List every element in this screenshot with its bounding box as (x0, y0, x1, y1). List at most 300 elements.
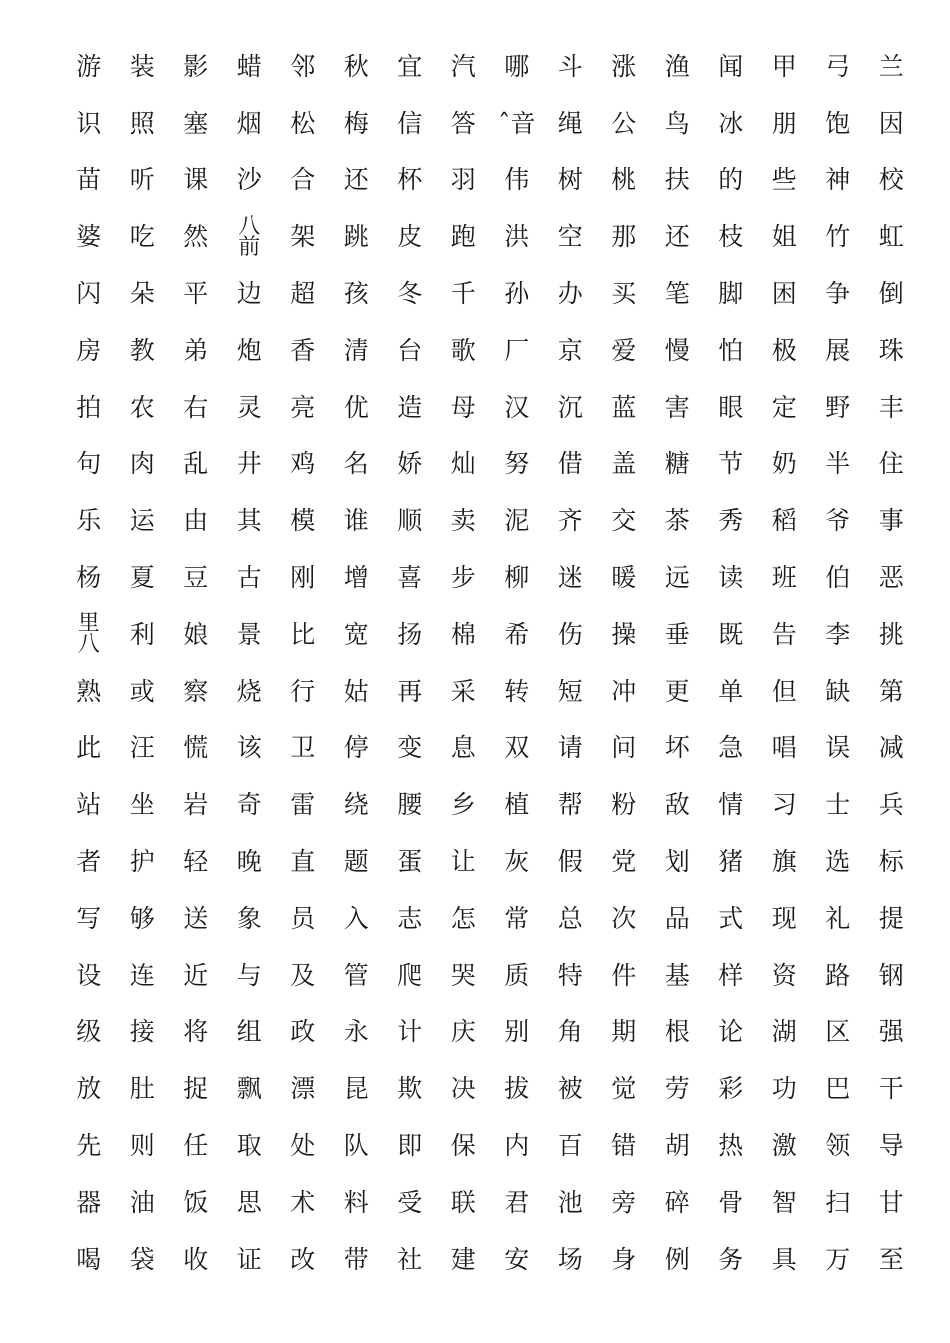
character-cell: 队 (343, 1131, 369, 1161)
character-cell: 更 (664, 676, 690, 706)
character-cell: 绳 (557, 108, 583, 138)
character-cell: 跑 (450, 222, 476, 252)
character-cell: 漂 (290, 1074, 316, 1104)
character-cell: 里 八 (77, 611, 100, 658)
character-cell: 拔 (504, 1074, 530, 1104)
character-cell: 熟 (76, 676, 102, 706)
character-cell: 野 (825, 392, 851, 422)
character-cell: 茶 (664, 506, 690, 536)
character-cell: 设 (76, 960, 102, 990)
character-cell: 情 (718, 790, 744, 820)
character-cell: 迷 (557, 563, 583, 593)
character-cell: 处 (290, 1131, 316, 1161)
character-cell: 式 (718, 903, 744, 933)
character-cell: 汽 (450, 51, 476, 81)
character-cell: 甲 (771, 51, 797, 81)
character-cell: 乐 (76, 506, 102, 536)
character-cell: 安 (504, 1244, 530, 1274)
character-cell: 或 (129, 676, 155, 706)
character-cell: 朋 (771, 108, 797, 138)
character-cell: 猪 (718, 847, 744, 877)
character-cell: 姑 (343, 676, 369, 706)
character-cell: 孩 (343, 279, 369, 309)
character-cell: 改 (290, 1244, 316, 1274)
character-cell: 任 (183, 1131, 209, 1161)
character-cell: 放 (76, 1074, 102, 1104)
character-cell: 该 (236, 733, 262, 763)
character-cell: 增 (343, 563, 369, 593)
character-row (62, 947, 918, 1004)
character-row (62, 379, 918, 436)
character-cell: 班 (771, 563, 797, 593)
character-cell: 空 (557, 222, 583, 252)
character-cell: 具 (771, 1244, 797, 1274)
character-cell: 利 (129, 619, 155, 649)
character-cell: 骨 (718, 1187, 744, 1217)
character-cell: 姐 (771, 222, 797, 252)
character-cell: 刚 (290, 563, 316, 593)
character-cell: 装 (129, 51, 155, 81)
character-cell: 接 (129, 1017, 155, 1047)
character-cell: 沉 (557, 392, 583, 422)
character-cell: 建 (450, 1244, 476, 1274)
character-cell: 朵 (129, 279, 155, 309)
character-cell: 热 (718, 1131, 744, 1161)
character-cell: 住 (878, 449, 904, 479)
character-cell: 斗 (557, 51, 583, 81)
character-cell: 扬 (397, 619, 423, 649)
character-cell: 坏 (664, 733, 690, 763)
character-cell: 腰 (397, 790, 423, 820)
character-cell: 笔 (664, 279, 690, 309)
character-cell: 景 (236, 619, 262, 649)
character-cell: 政 (290, 1017, 316, 1047)
character-cell: 希 (504, 619, 530, 649)
character-cell: 百 (557, 1131, 583, 1161)
character-cell: 架 (290, 222, 316, 252)
character-cell: 害 (664, 392, 690, 422)
character-cell: 夏 (129, 563, 155, 593)
character-cell: 展 (825, 335, 851, 365)
character-cell: 冬 (397, 279, 423, 309)
character-cell: 蛋 (397, 847, 423, 877)
character-cell: 池 (557, 1187, 583, 1217)
character-cell: 竹 (825, 222, 851, 252)
character-cell: 钢 (878, 960, 904, 990)
character-cell: 照 (129, 108, 155, 138)
character-cell: 区 (825, 1017, 851, 1047)
character-cell: 交 (611, 506, 637, 536)
character-cell: 标 (878, 847, 904, 877)
character-cell: 还 (664, 222, 690, 252)
character-cell: 千 (450, 279, 476, 309)
character-cell: 急 (718, 733, 744, 763)
character-row (62, 492, 918, 549)
character-cell: 胡 (664, 1131, 690, 1161)
character-cell: 计 (397, 1017, 423, 1047)
character-cell: 庆 (450, 1017, 476, 1047)
character-cell: 由 (183, 506, 209, 536)
character-cell: 先 (76, 1131, 102, 1161)
character-cell: 植 (504, 790, 530, 820)
character-cell: 买 (611, 279, 637, 309)
character-cell: 思 (236, 1187, 262, 1217)
character-cell: 志 (397, 903, 423, 933)
character-cell: 远 (664, 563, 690, 593)
character-cell: 乱 (183, 449, 209, 479)
character-cell: 错 (611, 1131, 637, 1161)
character-cell: 苗 (76, 165, 102, 195)
character-cell: 右 (183, 392, 209, 422)
character-cell: 句 (76, 449, 102, 479)
character-cell: 至 (878, 1244, 904, 1274)
character-cell: 蜡 (236, 51, 262, 81)
character-cell: 八 前 (238, 213, 261, 260)
character-cell: 枝 (718, 222, 744, 252)
character-cell: 此 (76, 733, 102, 763)
character-cell: 慢 (664, 335, 690, 365)
character-cell: 亮 (290, 392, 316, 422)
character-cell: 双 (504, 733, 530, 763)
character-cell: 决 (450, 1074, 476, 1104)
character-cell: 士 (825, 790, 851, 820)
character-cell: 半 (825, 449, 851, 479)
character-cell: 娘 (183, 619, 209, 649)
character-cell: 事 (878, 506, 904, 536)
character-cell: 跳 (343, 222, 369, 252)
character-cell: 慌 (183, 733, 209, 763)
character-cell: 汉 (504, 392, 530, 422)
character-cell: 谁 (343, 506, 369, 536)
character-cell: 例 (664, 1244, 690, 1274)
character-cell: 树 (557, 165, 583, 195)
character-grid (62, 38, 918, 1288)
character-cell: 敌 (664, 790, 690, 820)
character-cell: 采 (450, 676, 476, 706)
character-cell: 觉 (611, 1074, 637, 1104)
character-cell: 哪 (504, 51, 530, 81)
character-cell: 术 (290, 1187, 316, 1217)
character-cell: 领 (825, 1131, 851, 1161)
character-cell: 岩 (183, 790, 209, 820)
character-cell: 办 (557, 279, 583, 309)
character-cell: 秀 (718, 506, 744, 536)
character-cell: 察 (183, 676, 209, 706)
character-cell: 井 (236, 449, 262, 479)
character-row (62, 720, 918, 777)
character-cell: 兵 (878, 790, 904, 820)
character-cell: 袋 (129, 1244, 155, 1274)
character-cell: 灰 (504, 847, 530, 877)
character-cell: 永 (343, 1017, 369, 1047)
character-cell: 超 (290, 279, 316, 309)
character-cell: 论 (718, 1017, 744, 1047)
character-cell: 拍 (76, 392, 102, 422)
character-cell: 烧 (236, 676, 262, 706)
character-cell: 鸟 (664, 108, 690, 138)
character-cell: 读 (718, 563, 744, 593)
character-cell: 扫 (825, 1187, 851, 1217)
character-cell: 习 (771, 790, 797, 820)
character-cell: 顺 (397, 506, 423, 536)
character-cell: 功 (771, 1074, 797, 1104)
character-cell: 造 (397, 392, 423, 422)
character-cell: 清 (343, 335, 369, 365)
character-cell: 身 (611, 1244, 637, 1274)
character-cell: 入 (343, 903, 369, 933)
character-cell: 肉 (129, 449, 155, 479)
character-cell: 盖 (611, 449, 637, 479)
character-cell: 些 (771, 165, 797, 195)
character-cell: 平 (183, 279, 209, 309)
character-cell: 眼 (718, 392, 744, 422)
character-cell: 炮 (236, 335, 262, 365)
character-cell: 爱 (611, 335, 637, 365)
character-cell: 怎 (450, 903, 476, 933)
character-cell: 极 (771, 335, 797, 365)
character-cell: 党 (611, 847, 637, 877)
character-cell: 节 (718, 449, 744, 479)
character-cell: 旁 (611, 1187, 637, 1217)
character-cell: 其 (236, 506, 262, 536)
character-cell: 的 (718, 165, 744, 195)
character-row (62, 606, 918, 663)
character-cell: 闪 (76, 279, 102, 309)
character-cell: 弟 (183, 335, 209, 365)
character-cell: 爬 (397, 960, 423, 990)
character-row (62, 833, 918, 890)
character-cell: 万 (825, 1244, 851, 1274)
character-cell: 厂 (504, 335, 530, 365)
character-cell: 操 (611, 619, 637, 649)
character-cell: 将 (183, 1017, 209, 1047)
character-cell: 基 (664, 960, 690, 990)
character-cell: 杨 (76, 563, 102, 593)
character-cell: 旗 (771, 847, 797, 877)
character-cell: 古 (236, 563, 262, 593)
character-cell: 卖 (450, 506, 476, 536)
character-cell: 场 (557, 1244, 583, 1274)
character-cell: 雷 (290, 790, 316, 820)
character-cell: 乡 (450, 790, 476, 820)
character-cell: 昆 (343, 1074, 369, 1104)
character-cell: 饭 (183, 1187, 209, 1217)
character-cell: 取 (236, 1131, 262, 1161)
character-cell: 邻 (290, 51, 316, 81)
character-row (62, 890, 918, 947)
character-cell: 油 (129, 1187, 155, 1217)
character-cell: 及 (290, 960, 316, 990)
character-cell: 飘 (236, 1074, 262, 1104)
character-cell: 误 (825, 733, 851, 763)
character-cell: 灵 (236, 392, 262, 422)
character-cell: 证 (236, 1244, 262, 1274)
character-cell: 李 (825, 619, 851, 649)
character-cell: 模 (290, 506, 316, 536)
character-cell: 连 (129, 960, 155, 990)
character-cell: 比 (290, 619, 316, 649)
character-cell: 送 (183, 903, 209, 933)
character-cell: 定 (771, 392, 797, 422)
character-cell: 绕 (343, 790, 369, 820)
character-cell: 伯 (825, 563, 851, 593)
character-cell: 听 (129, 165, 155, 195)
character-cell: 珠 (878, 335, 904, 365)
character-cell: 课 (183, 165, 209, 195)
character-cell: 导 (878, 1131, 904, 1161)
character-cell: 扶 (664, 165, 690, 195)
character-row (62, 322, 918, 379)
character-cell: 宜 (397, 51, 423, 81)
character-cell: 影 (183, 51, 209, 81)
character-cell: 站 (76, 790, 102, 820)
character-cell: 爷 (825, 506, 851, 536)
character-cell: 步 (450, 563, 476, 593)
character-cell: 请 (557, 733, 583, 763)
character-cell: 涨 (611, 51, 637, 81)
character-cell: 齐 (557, 506, 583, 536)
character-cell: 强 (878, 1017, 904, 1047)
character-cell: 困 (771, 279, 797, 309)
character-cell: 轻 (183, 847, 209, 877)
character-cell: 争 (825, 279, 851, 309)
character-cell: 提 (878, 903, 904, 933)
character-cell: 常 (504, 903, 530, 933)
character-cell: 暖 (611, 563, 637, 593)
character-cell: 饱 (825, 108, 851, 138)
character-cell: 农 (129, 392, 155, 422)
character-cell: 鸡 (290, 449, 316, 479)
character-cell: 次 (611, 903, 637, 933)
character-cell: 巴 (825, 1074, 851, 1104)
character-cell: 喝 (76, 1244, 102, 1274)
character-cell: 香 (290, 335, 316, 365)
character-cell: 者 (76, 847, 102, 877)
character-cell: 料 (343, 1187, 369, 1217)
character-cell: 信 (397, 108, 423, 138)
character-cell: 干 (878, 1074, 904, 1104)
character-cell: 然 (183, 222, 209, 252)
character-cell: 那 (611, 222, 637, 252)
character-cell: 泥 (504, 506, 530, 536)
character-cell: 羽 (450, 165, 476, 195)
character-cell: 缺 (825, 676, 851, 706)
character-cell: 护 (129, 847, 155, 877)
character-cell: 既 (718, 619, 744, 649)
character-cell: 特 (557, 960, 583, 990)
character-cell: 质 (504, 960, 530, 990)
character-row (62, 208, 918, 265)
character-cell: 收 (183, 1244, 209, 1274)
character-cell: 假 (557, 847, 583, 877)
character-cell: 杯 (397, 165, 423, 195)
character-cell: 喜 (397, 563, 423, 593)
character-cell: 怕 (718, 335, 744, 365)
character-cell: 即 (397, 1131, 423, 1161)
character-cell: 告 (771, 619, 797, 649)
character-cell: 写 (76, 903, 102, 933)
character-cell: 倒 (878, 279, 904, 309)
character-cell: 台 (397, 335, 423, 365)
character-cell: 员 (290, 903, 316, 933)
character-cell: 兰 (878, 51, 904, 81)
character-cell: 垂 (664, 619, 690, 649)
character-cell: 边 (236, 279, 262, 309)
character-cell: 唱 (771, 733, 797, 763)
character-cell: 管 (343, 960, 369, 990)
character-cell: 伟 (504, 165, 530, 195)
character-cell: 劳 (664, 1074, 690, 1104)
character-cell: 减 (878, 733, 904, 763)
character-cell: 运 (129, 506, 155, 536)
character-cell: 稻 (771, 506, 797, 536)
character-cell: 宽 (343, 619, 369, 649)
character-row (62, 95, 918, 152)
character-cell: 公 (611, 108, 637, 138)
character-row (62, 1231, 918, 1288)
character-cell: 件 (611, 960, 637, 990)
character-cell: 象 (236, 903, 262, 933)
character-cell: 单 (718, 676, 744, 706)
character-cell: 粉 (611, 790, 637, 820)
character-cell: 晚 (236, 847, 262, 877)
character-cell: 烟 (236, 108, 262, 138)
character-cell: 彩 (718, 1074, 744, 1104)
character-cell: 脚 (718, 279, 744, 309)
character-cell: 息 (450, 733, 476, 763)
character-cell: 近 (183, 960, 209, 990)
character-row (62, 1004, 918, 1061)
character-cell: 够 (129, 903, 155, 933)
character-cell: 停 (343, 733, 369, 763)
character-cell: 期 (611, 1017, 637, 1047)
character-cell: 社 (397, 1244, 423, 1274)
character-cell: 奇 (236, 790, 262, 820)
character-cell: 借 (557, 449, 583, 479)
character-cell: 再 (397, 676, 423, 706)
character-cell: 教 (129, 335, 155, 365)
character-cell: 被 (557, 1074, 583, 1104)
character-cell: 联 (450, 1187, 476, 1217)
character-cell: 题 (343, 847, 369, 877)
character-cell: 松 (290, 108, 316, 138)
character-cell: 蓝 (611, 392, 637, 422)
character-cell: 现 (771, 903, 797, 933)
character-cell: 秋 (343, 51, 369, 81)
character-row (62, 663, 918, 720)
character-cell: 品 (664, 903, 690, 933)
character-cell: 丰 (878, 392, 904, 422)
character-cell: 奶 (771, 449, 797, 479)
character-cell: 则 (129, 1131, 155, 1161)
character-cell: 努 (504, 449, 530, 479)
character-cell: 碎 (664, 1187, 690, 1217)
character-row (62, 38, 918, 95)
character-cell: 吃 (129, 222, 155, 252)
character-cell: 帮 (557, 790, 583, 820)
character-cell: 梅 (343, 108, 369, 138)
character-cell: 校 (878, 165, 904, 195)
character-cell: 内 (504, 1131, 530, 1161)
character-cell: 娇 (397, 449, 423, 479)
character-cell: 游 (76, 51, 102, 81)
character-cell: 保 (450, 1131, 476, 1161)
character-cell: 直 (290, 847, 316, 877)
character-cell: 行 (290, 676, 316, 706)
character-row (62, 1117, 918, 1174)
character-cell: 坐 (129, 790, 155, 820)
character-cell: ˆ音 (497, 108, 536, 138)
